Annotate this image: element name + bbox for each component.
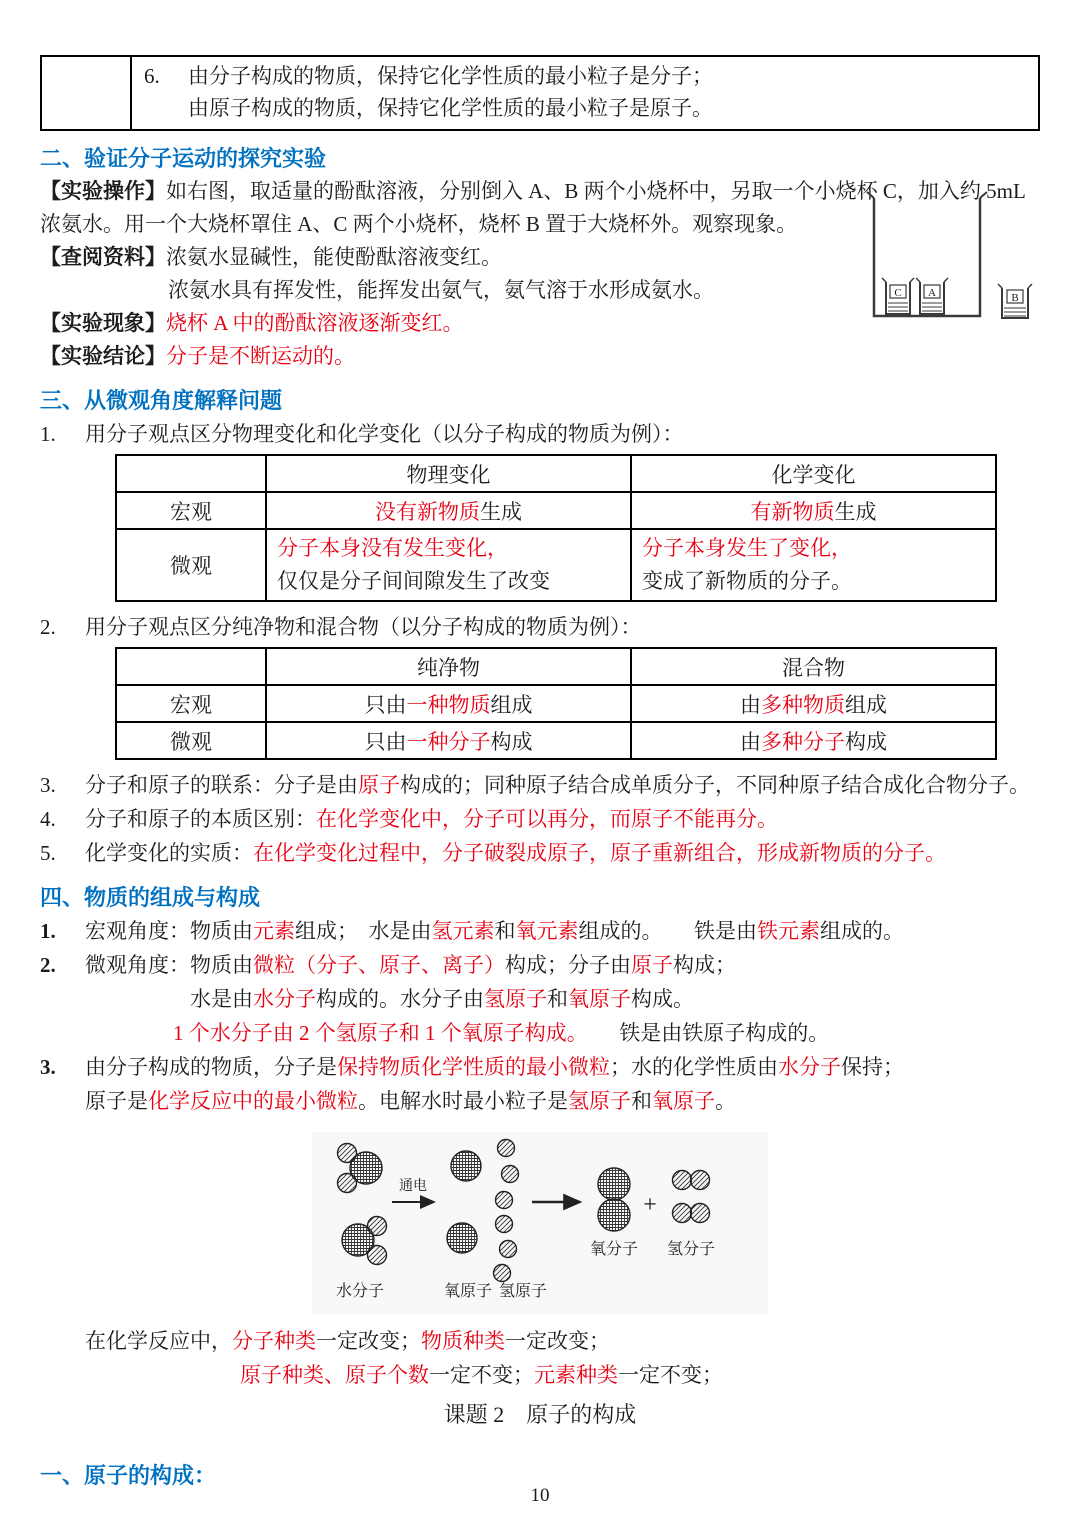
text-segment: 微观角度：物质由 — [85, 953, 253, 977]
physical-chemical-change-table — [115, 454, 997, 602]
pure-mixture-table — [115, 647, 997, 760]
text-segment: 水分子 — [253, 987, 316, 1011]
text-segment: 氢原子 — [568, 1089, 631, 1113]
summary-line1 — [85, 1324, 1040, 1358]
oxygen-molecule-label: 氧分子 — [589, 1241, 639, 1258]
beaker-b — [998, 284, 1032, 318]
text-segment: 原子 — [631, 953, 673, 977]
text-segment: 一种分子 — [406, 729, 491, 754]
plus-sign: + — [643, 1192, 657, 1218]
text-segment: 没有新物质 — [375, 499, 480, 524]
list-item — [40, 948, 1040, 1050]
list-item — [40, 914, 1040, 948]
row-label: 宏观 — [116, 685, 266, 722]
text-segment: ；水的化学性质由 — [610, 1055, 778, 1079]
conclusion-line: 【实验结论】分子是不断运动的。 — [40, 344, 355, 368]
reference-line2: 浓氨水具有挥发性，能挥发出氨气，氨气溶于水形成氨水。 — [168, 278, 714, 302]
text-segment: 组成的。 铁是由 — [578, 919, 757, 943]
list-item — [40, 1050, 1040, 1118]
bracket-label: 【实验现象】 — [40, 311, 166, 335]
text-segment: 组成的。 — [820, 919, 904, 943]
text-segment: 构成； — [673, 953, 736, 977]
section-heading-3: 三、从微观角度解释问题 — [40, 388, 283, 413]
section-heading-4: 四、物质的组成与构成 — [40, 885, 261, 910]
note-line: 由分子构成的物质，保持它化学性质的最小粒子是分子； — [188, 64, 713, 88]
item-line — [85, 948, 1040, 982]
topic2-title: 课题 2 原子的构成 — [443, 1402, 637, 1427]
beaker-a-label: A — [928, 287, 936, 299]
experiment-operation-line2: 浓氨水。用一个大烧杯罩住 A、C 两个小烧杯，烧杯 B 置于大烧杯外。观察现象。 — [40, 212, 798, 236]
table-cell — [266, 722, 631, 759]
top-table-content-cell — [131, 56, 1039, 130]
text-segment: 保持物质化学性质的最小微粒 — [337, 1055, 610, 1079]
text-segment: 原子 — [358, 773, 400, 797]
row-label: 宏观 — [116, 492, 266, 529]
electrolysis-diagram-wrap — [40, 1132, 1040, 1314]
table-header-row — [116, 455, 996, 492]
summary-line2 — [240, 1358, 1040, 1392]
text-segment: 保持； — [841, 1055, 904, 1079]
list-item — [40, 610, 1040, 644]
text-segment: 一定不变； — [618, 1363, 723, 1387]
text-segment: 生成 — [834, 499, 877, 524]
text-segment: 元素种类 — [534, 1363, 618, 1387]
header-cell: 混合物 — [631, 648, 996, 685]
beaker-c-label: C — [894, 287, 902, 299]
note-line: 由原子构成的物质，保持它化学性质的最小粒子是原子。 — [188, 96, 713, 120]
text-segment: 由 — [740, 729, 761, 754]
header-empty-cell — [116, 648, 266, 685]
text-segment: 在化学变化过程中，分子破裂成原子，原子重新组合，形成新物质的分子。 — [253, 841, 946, 865]
text-segment: 多种分子 — [761, 729, 845, 754]
beaker-experiment-figure — [852, 190, 1052, 344]
text-segment: 水分子 — [778, 1055, 841, 1079]
text-segment: 多种物质 — [761, 692, 845, 717]
text-segment: 分子和原子的联系：分子是由 — [85, 773, 358, 797]
reference-line1: 【查阅资料】浓氨水显碱性，能使酚酞溶液变红。 — [40, 245, 502, 269]
text-segment: 化学反应中的最小微粒 — [148, 1089, 358, 1113]
table-row — [116, 722, 996, 759]
text-segment: 化学变化的实质： — [85, 841, 253, 865]
text-segment: 构成 — [490, 729, 533, 754]
item-text — [85, 802, 1040, 836]
hydrogen-molecule-label: 氢分子 — [666, 1241, 716, 1258]
item-text: 用分子观点区分纯净物和混合物（以分子构成的物质为例）： — [85, 615, 642, 639]
text-segment: 元素 — [253, 919, 295, 943]
row-label: 微观 — [116, 722, 266, 759]
table-cell — [631, 529, 996, 601]
text-segment: 在化学反应中， — [85, 1329, 232, 1353]
item-number: 3. — [40, 773, 56, 797]
text-segment: 1 个水分子由 2 个氢原子和 1 个氧原子构成。 — [173, 1021, 578, 1045]
hydrogen-atom-label: 氢原子 — [498, 1283, 548, 1300]
list-item — [40, 417, 1040, 451]
text-segment: 变成了新物质的分子。 — [642, 569, 852, 593]
text-segment: 水是由 — [190, 987, 253, 1011]
header-cell: 纯净物 — [266, 648, 631, 685]
text-segment: 分子和原子的本质区别： — [85, 807, 316, 831]
list-item — [40, 836, 1040, 870]
text-segment: 氧元素 — [515, 919, 579, 943]
text-segment: 氧原子 — [568, 987, 631, 1011]
text-segment: 组成 — [845, 692, 887, 717]
table-row — [116, 685, 996, 722]
table-row — [116, 529, 996, 601]
text-segment: 铁是由铁原子构成的。 — [577, 1021, 830, 1045]
item-number: 1. — [40, 422, 56, 446]
text-segment: 分子种类 — [232, 1329, 316, 1353]
item-line — [85, 1016, 1040, 1050]
text-segment: 和 — [631, 1089, 652, 1113]
list-item — [40, 768, 1040, 802]
table-row — [116, 492, 996, 529]
text-segment: 微粒（分子、原子、离子） — [253, 953, 505, 977]
phenomenon-line: 【实验现象】烧杯 A 中的酚酞溶液逐渐变红。 — [40, 311, 464, 335]
beaker-figure-svg — [852, 190, 1052, 338]
item-line — [85, 1050, 1040, 1084]
item-text — [85, 914, 1040, 948]
text-segment: 物质种类 — [421, 1329, 505, 1353]
header-cell: 化学变化 — [631, 455, 996, 492]
item-line — [85, 1084, 1040, 1118]
bracket-label: 【查阅资料】 — [40, 245, 166, 269]
text-segment: 和 — [547, 987, 568, 1011]
text-segment: 构成 — [845, 729, 887, 754]
text-segment: 。 — [715, 1089, 736, 1113]
text-segment: 生成 — [480, 499, 522, 524]
experiment-operation-line1: 【实验操作】如右图，取适量的酚酞溶液，分别倒入 A、B 两个小烧杯中，另取一个小烧杯 C，加入约 5mL — [40, 179, 1026, 203]
text-segment: 一定不变； — [429, 1363, 534, 1387]
text-segment: 组成 — [490, 692, 533, 717]
section-heading-2: 二、验证分子运动的探究实验 — [40, 146, 327, 171]
text-segment: 氢原子 — [484, 987, 547, 1011]
text-segment: 有新物质 — [750, 499, 835, 524]
table-cell — [631, 685, 996, 722]
text-segment: 仅仅是分子间间隙发生了改变 — [277, 569, 550, 593]
bracket-label: 【实验结论】 — [40, 344, 166, 368]
text-segment: 氧原子 — [652, 1089, 715, 1113]
list-item — [40, 802, 1040, 836]
row-label: 微观 — [116, 529, 266, 601]
text-segment: 宏观角度：物质由 — [85, 919, 253, 943]
text-segment: 氢元素 — [431, 919, 495, 943]
top-table-empty-cell — [41, 56, 131, 130]
header-empty-cell — [116, 455, 266, 492]
item-number: 1. — [40, 919, 56, 943]
electrolysis-diagram — [312, 1132, 768, 1314]
text-segment: 铁元素 — [757, 919, 820, 943]
text-segment: 由分子构成的物质，分子是 — [85, 1055, 337, 1079]
table-cell — [266, 685, 631, 722]
item-text — [85, 768, 1040, 802]
atom-section-heading: 一、原子的构成： — [40, 1463, 217, 1488]
beaker-c — [882, 278, 914, 314]
item-text: 用分子观点区分物理变化和化学变化（以分子构成的物质为例）： — [85, 422, 684, 446]
item-number: 4. — [40, 807, 56, 831]
item-number: 5. — [40, 841, 56, 865]
table-cell — [631, 492, 996, 529]
separated-atoms — [447, 1140, 519, 1282]
item-number: 2. — [40, 615, 56, 639]
item-number: 3. — [40, 1055, 56, 1079]
text-segment: 在化学变化中，分子可以再分，而原子不能再分。 — [316, 807, 778, 831]
text-segment: 一定改变； — [505, 1329, 610, 1353]
text-segment: 组成； 水是由 — [295, 919, 432, 943]
text-segment: 分子本身发生了变化， — [642, 536, 852, 560]
item-number: 2. — [40, 953, 56, 977]
item-text — [85, 1050, 1040, 1118]
header-cell: 物理变化 — [266, 455, 631, 492]
text-segment: 一定改变； — [316, 1329, 421, 1353]
table-cell — [266, 492, 631, 529]
beaker-b-label: B — [1011, 292, 1019, 304]
text-segment: 构成；分子由 — [505, 953, 631, 977]
table-header-row — [116, 648, 996, 685]
text-segment: 只由 — [364, 692, 407, 717]
item-text — [85, 948, 1040, 1050]
table-row — [41, 56, 1039, 130]
oxygen-atom-label: 氧原子 — [443, 1283, 493, 1300]
text-segment: 和 — [494, 919, 516, 943]
item-number: 6. — [144, 64, 160, 88]
text-segment: 只由 — [364, 729, 407, 754]
table-cell — [266, 529, 631, 601]
text-segment: 构成的；同种原子结合成单质分子，不同种原子结合成化合物分子。 — [400, 773, 1030, 797]
text-segment: 原子是 — [85, 1089, 148, 1113]
beaker-a — [916, 278, 948, 314]
top-note-table — [40, 55, 1040, 131]
table-cell — [631, 722, 996, 759]
text-segment: 分子本身没有发生变化， — [277, 536, 508, 560]
text-segment: 一种物质 — [406, 692, 491, 717]
text-segment: 。电解水时最小粒子是 — [358, 1089, 568, 1113]
bracket-label: 【实验操作】 — [40, 179, 166, 203]
item-line — [85, 982, 1040, 1016]
water-molecule-label: 水分子 — [335, 1283, 385, 1300]
text-segment: 构成。 — [631, 987, 694, 1011]
page-number: 10 — [530, 1485, 550, 1506]
oxygen-molecule — [598, 1168, 630, 1231]
text-segment: 构成的。水分子由 — [316, 987, 484, 1011]
item-text — [85, 836, 1040, 870]
hydrogen-molecules — [673, 1171, 710, 1223]
item-text — [188, 60, 713, 124]
water-electrolysis-figure — [320, 1136, 760, 1304]
text-segment: 原子种类、原子个数 — [240, 1363, 429, 1387]
water-molecule-cluster — [338, 1144, 387, 1265]
text-segment: 由 — [740, 692, 761, 717]
power-label: 通电 — [399, 1179, 427, 1194]
